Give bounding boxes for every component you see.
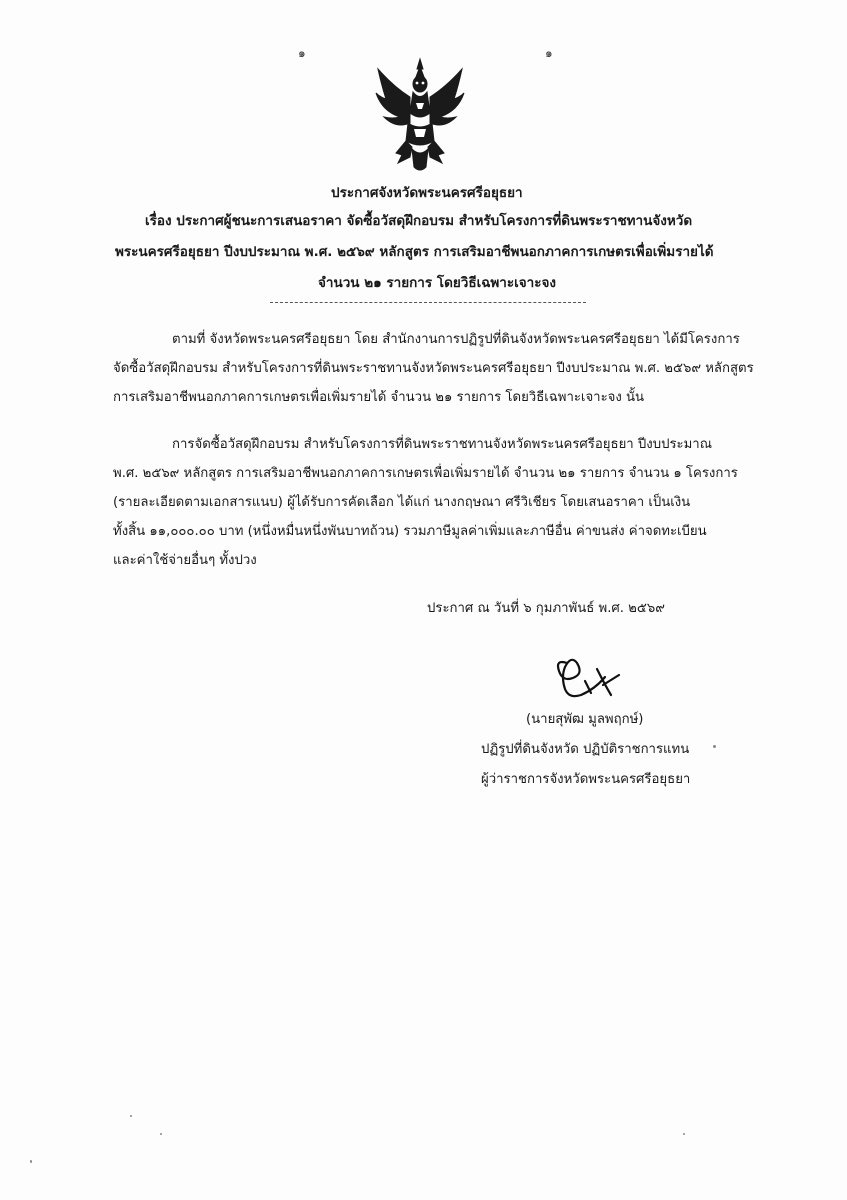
- scan-speck: [160, 1133, 162, 1135]
- paragraph-2-line-2: พ.ศ. ๒๕๖๙ หลักสูตร การเสริมอาชีพนอกภาคการเกษตรเพื่อเพิ่มรายได้ จำนวน ๒๑ รายการ จำนวน ๑ โครงการ: [113, 466, 738, 481]
- paragraph-2-line-1: การจัดซื้อวัสดุฝึกอบรม สำหรับโครงการที่ดินพระราชทานจังหวัดพระนครศรีอยุธยา ปีงบประมาณ: [172, 437, 712, 452]
- signature-mark: [545, 655, 625, 705]
- subject-line-3: จำนวน ๒๑ รายการ โดยวิธีเฉพาะเจาะจง: [318, 275, 556, 291]
- announce-date: ประกาศ ณ วันที่ ๖ กุมภาพันธ์ พ.ศ. ๒๕๖๙: [427, 601, 665, 616]
- scan-speck: [130, 1115, 132, 1117]
- signatory-position-1: ปฏิรูปที่ดินจังหวัด ปฏิบัติราชการแทน: [481, 742, 690, 757]
- paragraph-1-line-2: จัดซื้อวัสดุฝึกอบรม สำหรับโครงการที่ดินพระราชทานจังหวัดพระนครศรีอยุธยา ปีงบประมาณ พ.ศ. ๒๕๖๙ หลักสูตร: [113, 361, 754, 376]
- paragraph-1-line-3: การเสริมอาชีพนอกภาคการเกษตรเพื่อเพิ่มรายได้ จำนวน ๒๑ รายการ โดยวิธีเฉพาะเจาะจง นั้น: [113, 390, 645, 405]
- header-divider: [270, 302, 586, 303]
- paragraph-2-line-3: (รายละเอียดตามเอกสารแนบ) ผู้ได้รับการคัดเลือก ได้แก่ นางกฤษณา ศรีวิเชียร โดยเสนอราคา เป็นเงิน: [113, 495, 691, 510]
- scan-speck: [30, 1160, 32, 1163]
- scan-speck: [713, 745, 716, 748]
- garuda-emblem-icon: [372, 57, 468, 175]
- page-mark-left: ๑: [298, 46, 306, 60]
- paragraph-2-line-4: ทั้งสิ้น ๑๑,๐๐๐.๐๐ บาท (หนึ่งหมื่นหนึ่งพันบาทถ้วน) รวมภาษีมูลค่าเพิ่มและภาษีอื่น ค่าขนส่ง ค่าจดทะเบียน: [113, 524, 707, 539]
- paragraph-1-line-1: ตามที่ จังหวัดพระนครศรีอยุธยา โดย สำนักงานการปฏิรูปที่ดินจังหวัดพระนครศรีอยุธยา ได้มีโครงการ: [172, 332, 740, 347]
- paragraph-2-line-5: และค่าใช้จ่ายอื่นๆ ทั้งปวง: [113, 553, 257, 568]
- signatory-position-2: ผู้ว่าราชการจังหวัดพระนครศรีอยุธยา: [481, 772, 691, 787]
- subject-line-2: พระนครศรีอยุธยา ปีงบประมาณ พ.ศ. ๒๕๖๙ หลักสูตร การเสริมอาชีพนอกภาคการเกษตรเพื่อเพิ่มรายได้: [115, 244, 714, 260]
- scan-speck: [683, 1133, 685, 1135]
- document-title: ประกาศจังหวัดพระนครศรีอยุธยา: [331, 185, 523, 201]
- subject-line-1: เรื่อง ประกาศผู้ชนะการเสนอราคา จัดซื้อวัสดุฝึกอบรม สำหรับโครงการที่ดินพระราชทานจังหวัด: [145, 213, 693, 229]
- page-mark-right: ๑: [545, 46, 553, 60]
- signatory-name: (นายสุพัฒ มูลพฤกษ์): [526, 712, 644, 727]
